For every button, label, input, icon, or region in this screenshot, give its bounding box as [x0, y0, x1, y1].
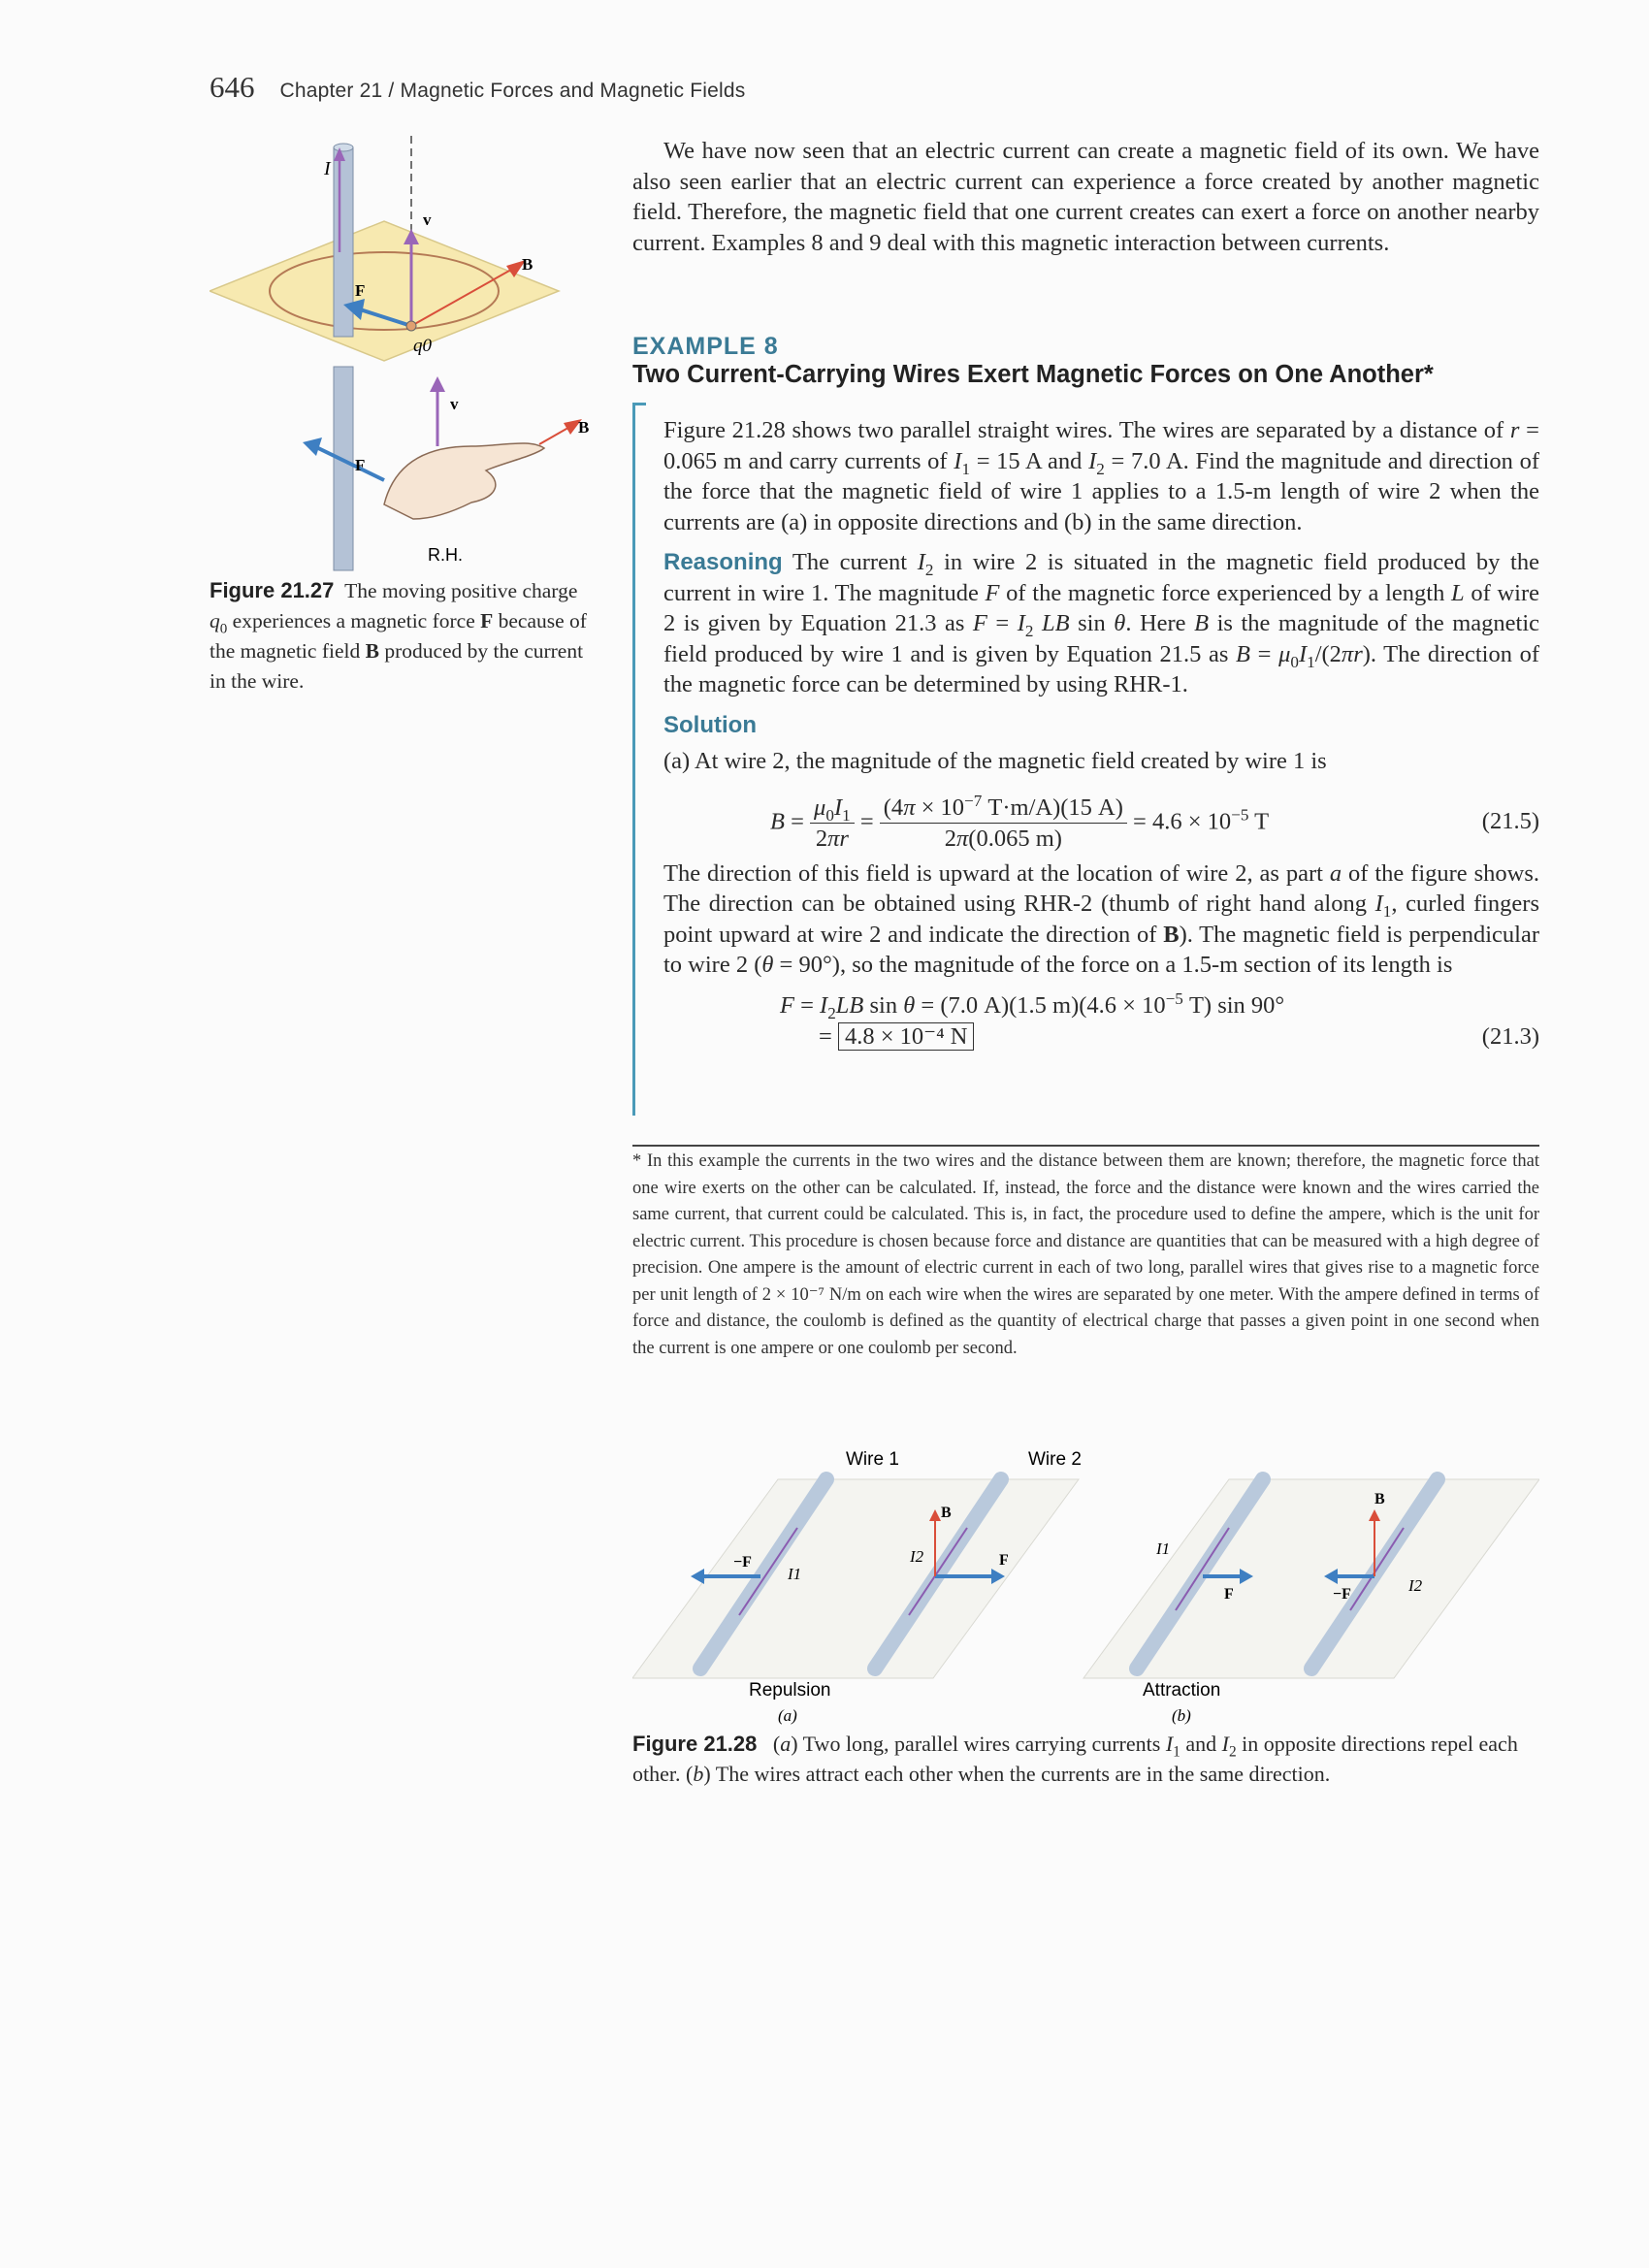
label-I1-a: I1 — [788, 1565, 802, 1583]
label-q0: q0 — [413, 336, 432, 356]
label-F-b: F — [1224, 1586, 1234, 1603]
figure-label: Figure 21.28 — [632, 1732, 758, 1756]
reasoning-paragraph: Reasoning The current $I_2$ in wire 2 is situated in the magnetic field produced by the current in wire 1. The magnitude F of the magnetic force experienced by a length L of wire 2 is given by Equation 21.3 as $F = I_2$ LB sin θ. Here B is the magnitude of the magnetic field produced by wire 1 and is given by Equation 21.5 as $B = \mu_0I_1/(2\pi r)$. The direction of the magnetic force can be determined by using RHR-1. — [663, 549, 1540, 697]
figure-21-28-caption: Figure 21.28 (a) Two long, parallel wires carrying currents $I_1$ and $I_2$ in opposite directions repel each other. (b) The wires attract each other when the currents are in the same direction. — [632, 1732, 1518, 1786]
label-v-hand: v — [450, 395, 459, 413]
label-minus-F-a: −F — [733, 1554, 752, 1571]
example-body — [663, 415, 1539, 1053]
label-I: I — [324, 158, 331, 179]
equation-field: B = $\frac{\mu_0I_1}{2\pi r}$ = $\frac{(4\pi \times 10^{-7} T\cdot m/A)(15 A)}{2\pi(0.065 m)}$ = $4.6 \times 10^{-5}$ T (21.5) — [770, 791, 1539, 852]
direction-paragraph: The direction of this field is upward at the location of wire 2, as part a of the figure shows. The direction can be obtained using RHR-2 (thumb of right hand along $I_1$, curled fingers point upward at wire 2 and indicate the direction of B). The magnetic field is perpendicular to wire 2 (θ = 90°), so the magnitude of the force on a 1.5-m section of its length is — [663, 859, 1540, 978]
label-B-a: B — [941, 1505, 952, 1521]
label-wire-2: Wire 2 — [1028, 1449, 1082, 1470]
equation-number-21-5: (21.5) — [1481, 807, 1539, 834]
figure-label: Figure 21.27 — [210, 578, 335, 602]
label-minus-F-b: −F — [1333, 1586, 1351, 1603]
label-v: v — [423, 211, 432, 229]
equation-force: $F = I_2LB$ sin θ = (7.0 A)(1.5 $m)(4.6 \times 10^{-5}$ T) sin 90° = 4.8 × 10⁻⁴ N (21.3) — [663, 990, 1539, 1053]
label-B-hand: B — [578, 418, 590, 437]
page-header — [210, 70, 1180, 105]
example-top-rule — [632, 403, 646, 405]
chapter-title: Chapter 21 / Magnetic Forces and Magnetic Fields — [279, 80, 746, 102]
problem-statement: Figure 21.28 shows two parallel straight wires. The wires are separated by a distance of r = 0.065 m and carry currents of $I_1 = 15$ A and $I_2 = 7.0$ A. Find the magnitude and direction of the force that the magnetic field of wire 1 applies to a 1.5-m length of wire 2 when the currents are (a) in opposite directions and (b) in the same direction. — [663, 417, 1539, 535]
label-B: B — [522, 255, 534, 274]
label-I2-a: I2 — [910, 1547, 924, 1566]
example-title: Two Current-Carrying Wires Exert Magnetic Forces on One Another* — [632, 361, 1434, 388]
part-a-intro: (a) At wire 2, the magnitude of the magnetic field created by wire 1 is — [663, 748, 1327, 774]
label-F-hand: F — [355, 456, 366, 474]
label-repulsion: Repulsion — [749, 1680, 831, 1701]
label-attraction: Attraction — [1143, 1680, 1221, 1701]
label-part-a: (a) — [778, 1706, 797, 1725]
label-rh: R.H. — [428, 545, 463, 565]
label-part-b: (b) — [1172, 1706, 1191, 1725]
label-F-a: F — [999, 1552, 1009, 1569]
reasoning-heading: Reasoning — [663, 549, 783, 575]
intro-paragraph: We have now seen that an electric current can create a magnetic field of its own. We have also seen earlier that an electric current can experience a force created by another magnetic field. Therefore, the magnetic field that one current creates can exert a force on another nearby current. Examples 8 and 9 deal with this magnetic interaction between currents. — [632, 138, 1539, 256]
boxed-answer: 4.8 × 10⁻⁴ N — [838, 1022, 974, 1051]
solution-heading: Solution — [663, 711, 757, 738]
example-sidebar-rule — [632, 403, 635, 1116]
footnote: * In this example the currents in the two wires and the distance between them are known; therefore, the magnetic force that one wire exerts on the other can be calculated. If, instead, the force and the distance were known and the wires carried the same current, that current could be calculated. This is, in fact, the procedure used to define the ampere, which is the unit for electric current. This procedure is chosen because force and distance are quantities that can be measured with a high degree of precision. One ampere is the amount of electric current in each of two long, parallel wires that gives rise to a magnetic force per unit length of 2 × 10⁻⁷ N/m on each wire when the wires are separated by one meter. With the ampere defined in terms of force and distance, the coulomb is defined as the quantity of electrical charge that passes a given point in one second when the current is one ampere or one coulomb per second. — [632, 1151, 1539, 1358]
footnote-rule — [632, 1145, 1539, 1147]
figure-21-28 — [632, 1436, 1539, 1727]
example-label: EXAMPLE 8 — [632, 333, 779, 360]
label-I1-b: I1 — [1156, 1539, 1171, 1558]
label-F: F — [355, 281, 366, 300]
label-B-b: B — [1374, 1491, 1385, 1507]
label-wire-1: Wire 1 — [846, 1449, 899, 1470]
page-number: 646 — [210, 70, 255, 104]
figure-21-27-caption: Figure 21.27 The moving positive charge $q_0$ experiences a magnetic force F because of the magnetic field B produced by the current in the wire. — [210, 578, 587, 693]
figure-21-27 — [210, 136, 617, 572]
equation-number-21-3: (21.3) — [1481, 1022, 1539, 1050]
label-I2-b: I2 — [1408, 1576, 1423, 1595]
